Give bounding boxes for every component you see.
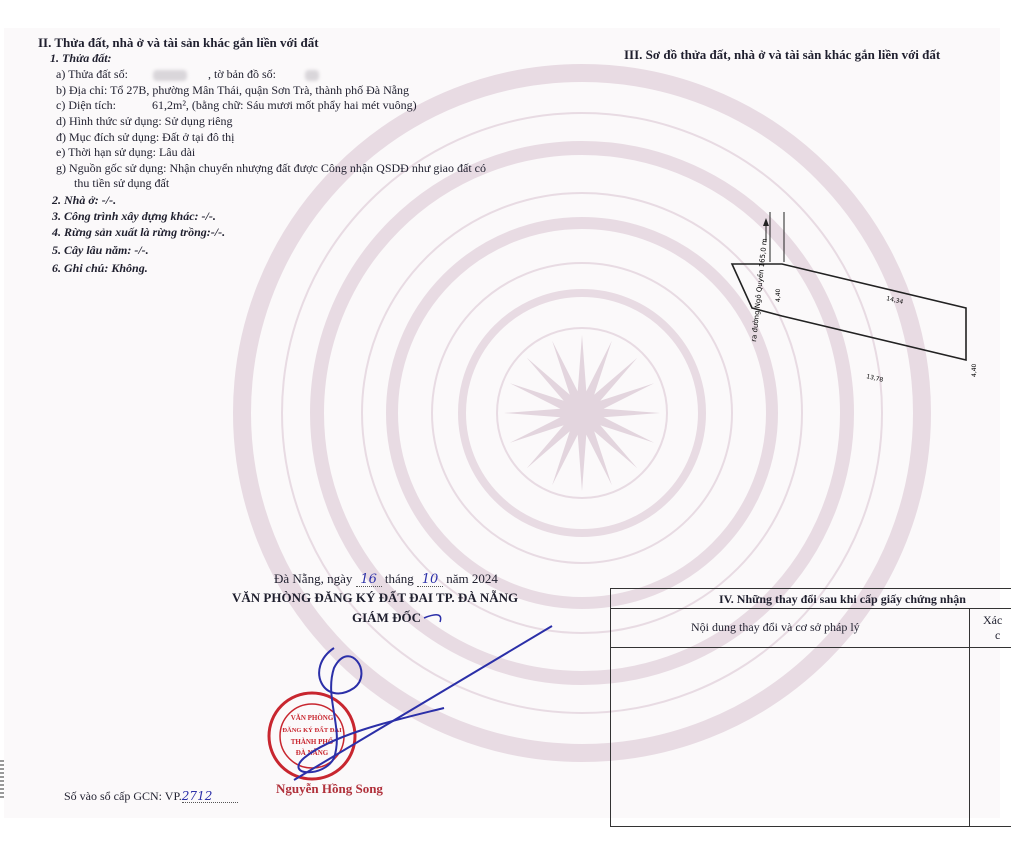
scan-edge xyxy=(0,760,4,800)
origin-row: g) Nguồn gốc sử dụng: Nhận chuyển nhượng đất được Công nhận QSDĐ như giao đất có xyxy=(56,161,486,175)
table-divider xyxy=(611,608,1011,609)
perennial-trees-row: 5. Cây lâu năm: -/-. xyxy=(52,243,149,257)
col-confirm-header: Xác xyxy=(983,613,1003,627)
note-row: 6. Ghi chú: Không. xyxy=(52,261,148,275)
house-row: 2. Nhà ở: -/-. xyxy=(52,193,117,207)
issuing-office: VĂN PHÒNG ĐĂNG KÝ ĐẤT ĐAI TP. ĐÀ NẴNG xyxy=(232,590,519,605)
use-form-row: d) Hình thức sử dụng: Sử dụng riêng xyxy=(56,114,233,128)
dim-bottom: 13,78 xyxy=(865,373,884,384)
section-iv-title: IV. Những thay đổi sau khi cấp giấy chứng nhận xyxy=(719,592,966,606)
register-number: 2712 xyxy=(182,790,238,803)
use-purpose-row: đ) Mục đích sử dụng: Đất ở tại đô thị xyxy=(56,130,235,144)
seal-line-4: ĐÀ NẴNG xyxy=(295,749,329,757)
other-construction-row: 3. Công trình xây dựng khác: -/-. xyxy=(52,209,216,223)
register-label: Số vào sổ cấp GCN: VP xyxy=(64,789,179,803)
date-prefix: Đà Nẵng, ngày xyxy=(274,571,353,586)
table-column-divider xyxy=(969,608,970,826)
origin-row-cont: thu tiền sử dụng đất xyxy=(74,176,170,190)
certificate-sheet xyxy=(4,28,1003,818)
seal-line-2: ĐĂNG KÝ ĐẤT ĐAI xyxy=(282,727,342,734)
changes-table xyxy=(610,588,1011,827)
street-label: ra đường Ngô Quyền 165,0 m xyxy=(750,237,769,343)
register-row: Số vào sổ cấp GCN: VP.2712 xyxy=(64,790,238,803)
dim-top: 14,34 xyxy=(885,295,904,306)
area-value: 61,2m², (bằng chữ: Sáu mươi mốt phẩy hai mét vuông) xyxy=(151,98,417,112)
director-title: GIÁM ĐỐC xyxy=(352,610,421,625)
use-term-row: e) Thời hạn sử dụng: Lâu dài xyxy=(56,145,196,159)
map-sheet-label: , tờ bản đồ số: xyxy=(207,67,276,81)
dim-right: 4,40 xyxy=(971,363,978,377)
year-label: năm 2024 xyxy=(446,571,498,586)
signer-name: Nguyễn Hồng Song xyxy=(276,781,383,796)
col-confirm-header-cont: c xyxy=(995,628,1001,642)
address-row: b) Địa chỉ: Tổ 27B, phường Mân Thái, quận Sơn Trà, thành phố Đà Nẵng xyxy=(56,83,410,97)
month-label: tháng xyxy=(384,571,414,586)
col-changes-header: Nội dung thay đổi và cơ sở pháp lý xyxy=(691,620,860,634)
area-label: c) Diện tích: xyxy=(56,98,116,112)
forest-row: 4. Rừng sản xuất là rừng trồng:-/-. xyxy=(52,225,226,239)
parcel-number-label: a) Thửa đất số: xyxy=(56,67,128,81)
land-heading: 1. Thửa đất: xyxy=(50,51,112,65)
dim-left: 4,40 xyxy=(775,288,782,302)
date-day: 16 xyxy=(356,573,382,587)
date-month: 10 xyxy=(417,573,443,587)
seal-line-1: VĂN PHÒNG xyxy=(290,714,334,722)
seal-line-3: THÀNH PHỐ xyxy=(290,738,334,746)
section-iii-title: III. Sơ đồ thửa đất, nhà ở và tài sản khác gắn liền với đất xyxy=(624,47,941,62)
table-header-divider xyxy=(611,647,1011,648)
section-ii-title: II. Thửa đất, nhà ở và tài sản khác gắn liền với đất xyxy=(38,35,319,50)
